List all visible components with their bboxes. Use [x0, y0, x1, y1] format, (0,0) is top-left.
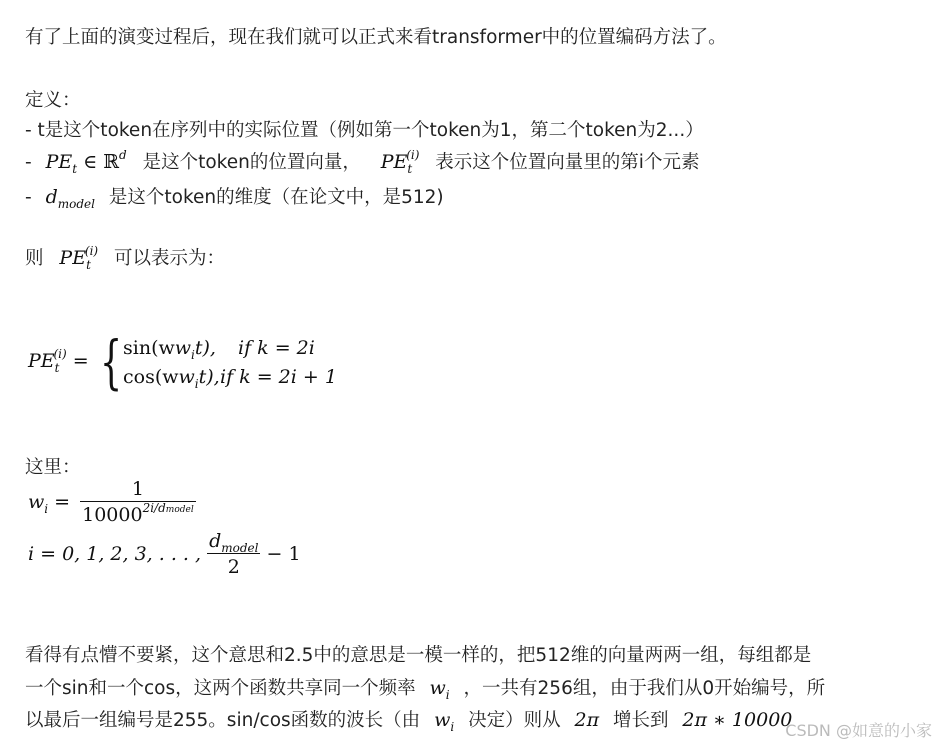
definition-heading: 定义：	[25, 90, 81, 111]
bullet-d-model	[25, 186, 444, 209]
para-line-2: 一个sin和一个cos，这两个函数共享同一个频率 $w_i$ ，一共有256组，由于我们从0开始编号，所	[25, 677, 826, 702]
math-two-pi: 2π	[574, 709, 600, 731]
intro-text: 有了上面的演变过程后，现在我们就可以正式来看transformer中的位置编码方法了。	[25, 27, 727, 48]
math-wi-numerator: 1	[131, 478, 144, 500]
csdn-watermark: CSDN @如意的小家	[785, 721, 932, 740]
math-pe-t-i: $PE_t^{(i)}$	[380, 148, 420, 176]
math-case-sin: $\sin(ww_it)$,	[123, 337, 216, 362]
here-heading: 这里：	[25, 457, 81, 478]
math-cond-odd: if k = 2i + 1	[220, 366, 337, 388]
math-pe-lhs: $PE_t^{(i)}$ =	[28, 347, 89, 375]
bullet-t-position: - t是这个token在序列中的实际位置（例如第一个token为1，第二个token为2...）	[25, 120, 704, 141]
bullet-pe-text-a: 是这个token的位置向量，	[142, 152, 361, 173]
math-wi: $w_i$	[434, 709, 455, 734]
math-pe-t-i: $PE_t^{(i)}$	[59, 244, 99, 272]
then-text-b: 可以表示为：	[113, 248, 225, 269]
math-d-model: $d_{model}$	[45, 186, 95, 211]
then-text-a: 则	[25, 248, 44, 269]
math-cond-even: if k = 2i	[238, 337, 315, 359]
math-wi-denominator: $10000^{2i/dmodel}$	[82, 500, 194, 526]
math-i-formula: i = 0, 1, 2, 3, . . . , $\frac{d_{model}}{2}$ − 1	[28, 530, 301, 578]
math-case-cos: $\cos(ww_it)$,	[123, 366, 220, 391]
then-line	[25, 244, 225, 272]
math-wi-formula: $w_i$ = $\frac{1}{10000^{2i/dmodel}}$	[28, 478, 194, 526]
para-line-1: 看得有点懵不要紧，这个意思和2.5中的意思是一模一样的，把512维的向量两两一组，每组都是	[25, 645, 812, 666]
para-line-3: 以最后一组编号是255。sin/cos函数的波长（由 $w_i$ 决定）则从 2π 增长到 2π ∗ 10000	[25, 709, 793, 734]
math-pe-t-in-R: $PE_t$ ∈ ℝ$^d$	[45, 148, 127, 176]
bullet-pe-text-b: 表示这个位置向量里的第i个元素	[435, 152, 700, 173]
bullet-dash: -	[25, 152, 32, 173]
bullet-d-model-text: 是这个token的维度（在论文中，是512)	[108, 187, 444, 208]
math-two-pi-10000: 2π ∗ 10000	[682, 709, 793, 731]
bullet-pe-vector	[25, 148, 700, 176]
math-wi: $w_i$	[429, 677, 450, 702]
bullet-dash: -	[25, 187, 32, 208]
math-brace: {	[100, 328, 123, 396]
